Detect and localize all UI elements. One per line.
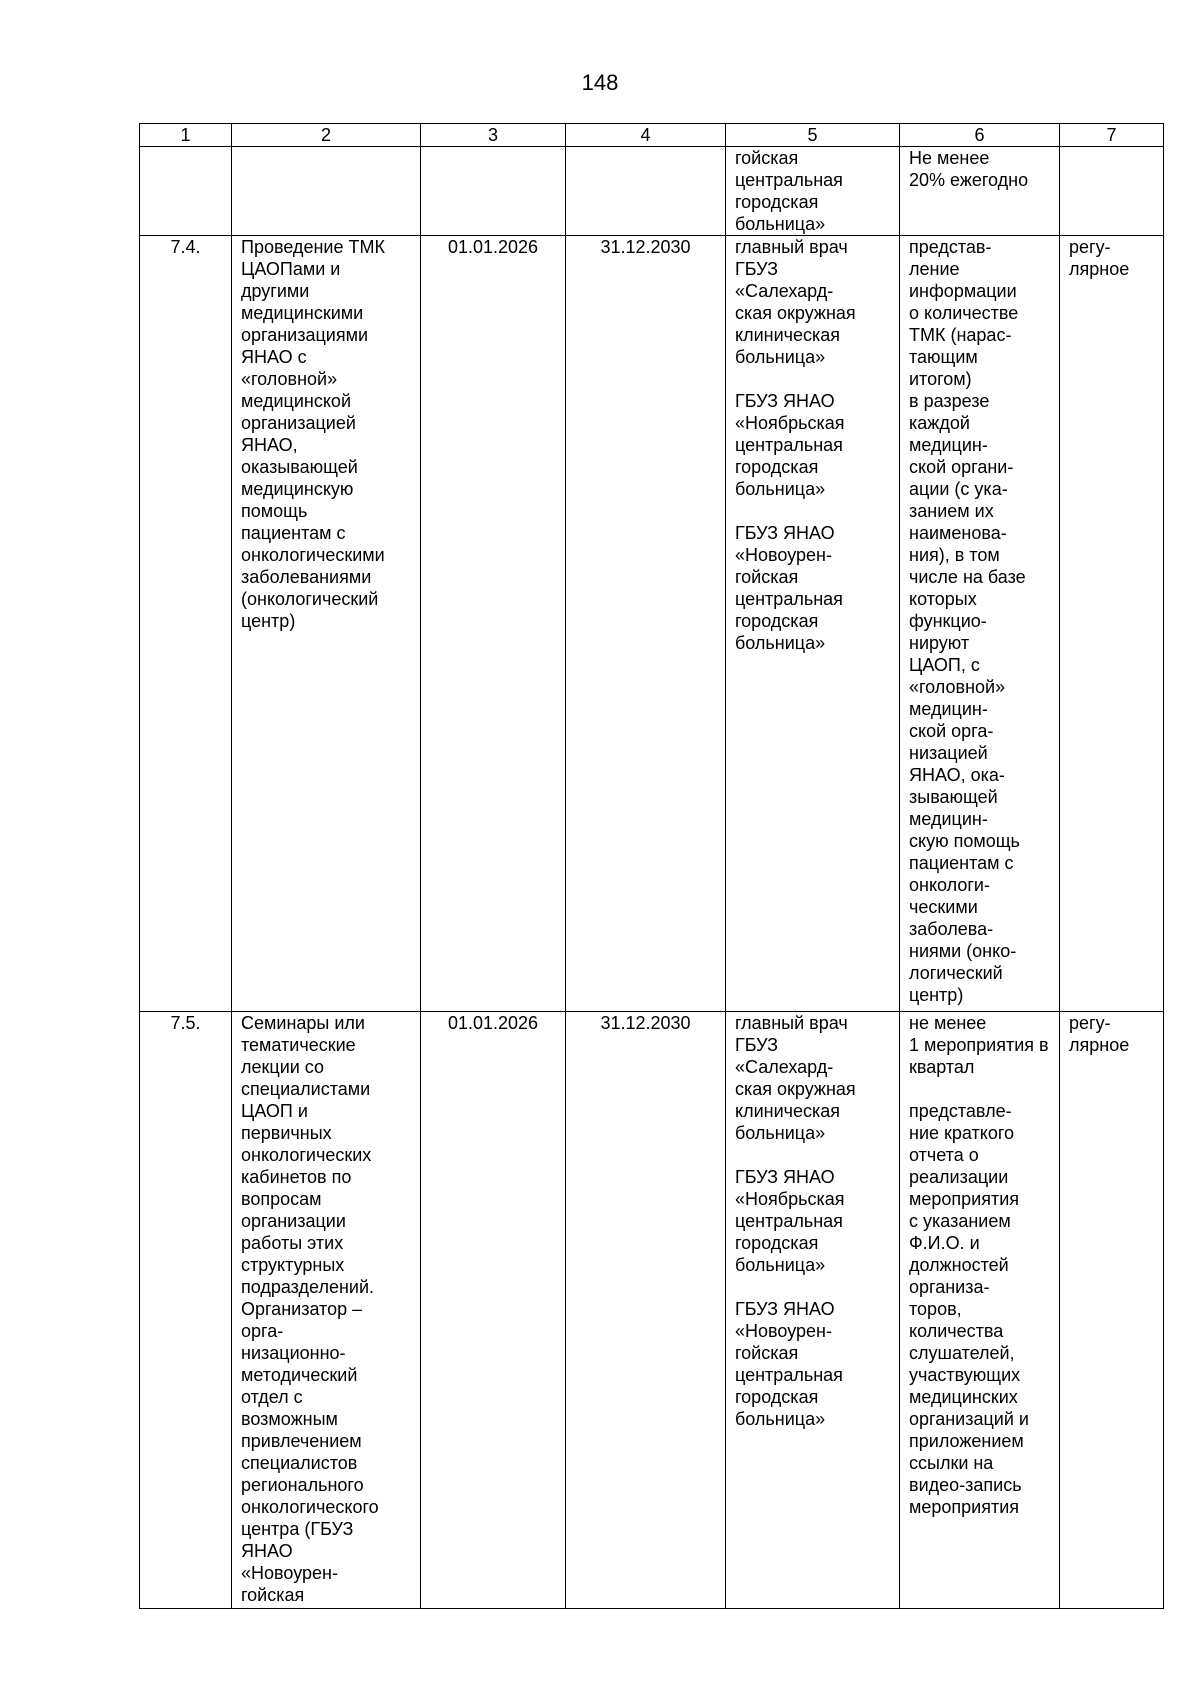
end-date-cell: 31.12.2030 bbox=[566, 236, 726, 1012]
periodicity-cell: регу- лярное bbox=[1060, 1012, 1164, 1609]
start-date-cell: 01.01.2026 bbox=[421, 1012, 566, 1609]
result-cell: Не менее 20% ежегодно bbox=[900, 147, 1060, 236]
start-date-cell: 01.01.2026 bbox=[421, 236, 566, 1012]
row-number bbox=[140, 147, 232, 236]
table-row bbox=[140, 236, 1164, 1012]
plan-table bbox=[139, 123, 1164, 1609]
header-cell: 5 bbox=[726, 124, 900, 147]
table-header-row bbox=[140, 124, 1164, 147]
header-cell: 6 bbox=[900, 124, 1060, 147]
table-row bbox=[140, 147, 1164, 236]
header-cell: 2 bbox=[232, 124, 421, 147]
page-number: 148 bbox=[581, 70, 619, 95]
result-cell: не менее 1 мероприятия в квартал представле- ние краткого отчета о реализации мероприятия с указанием Ф.И.О. и должностей организа- торов, количества слушателей, участвующих медицинских организаций и приложением ссылки на видео-запись мероприятия bbox=[900, 1012, 1060, 1609]
periodicity-cell bbox=[1060, 147, 1164, 236]
end-date-cell bbox=[566, 147, 726, 236]
row-number: 7.5. bbox=[140, 1012, 232, 1609]
header-cell: 7 bbox=[1060, 124, 1164, 147]
event-cell: Семинары или тематические лекции со специалистами ЦАОП и первичных онкологических кабинетов по вопросам организации работы этих структурных подразделений. Организатор – орга- низационно- методический отдел с возможным привлечением специалистов регионального онкологического центра (ГБУЗ ЯНАО «Новоурен- гойская bbox=[232, 1012, 421, 1609]
responsible-cell: гойская центральная городская больница» bbox=[726, 147, 900, 236]
start-date-cell bbox=[421, 147, 566, 236]
header-cell: 1 bbox=[140, 124, 232, 147]
row-number: 7.4. bbox=[140, 236, 232, 1012]
responsible-cell: главный врач ГБУЗ «Салехард- ская окружная клиническая больница» ГБУЗ ЯНАО «Ноябрьская центральная городская больница» ГБУЗ ЯНАО «Новоурен- гойская центральная городская больница» bbox=[726, 1012, 900, 1609]
header-cell: 4 bbox=[566, 124, 726, 147]
event-cell bbox=[232, 147, 421, 236]
event-cell: Проведение ТМК ЦАОПами и другими медицинскими организациями ЯНАО с «головной» медицинской организацией ЯНАО, оказывающей медицинскую помощь пациентам с онкологическими заболеваниями (онкологический центр) bbox=[232, 236, 421, 1012]
periodicity-cell: регу- лярное bbox=[1060, 236, 1164, 1012]
end-date-cell: 31.12.2030 bbox=[566, 1012, 726, 1609]
result-cell: представ- ление информации о количестве ТМК (нарас- тающим итогом) в разрезе каждой медицин- ской органи- ации (с ука- занием их наименова- ния), в том числе на базе которых функцио- нируют ЦАОП, с «головной» медицин- ской орга- низацией ЯНАО, ока- зывающей медицин- скую помощь пациентам с онкологи- ческими заболева- ниями (онко- логический центр) bbox=[900, 236, 1060, 1012]
responsible-cell: главный врач ГБУЗ «Салехард- ская окружная клиническая больница» ГБУЗ ЯНАО «Ноябрьская центральная городская больница» ГБУЗ ЯНАО «Новоурен- гойская центральная городская больница» bbox=[726, 236, 900, 1012]
header-cell: 3 bbox=[421, 124, 566, 147]
table-row bbox=[140, 1012, 1164, 1609]
